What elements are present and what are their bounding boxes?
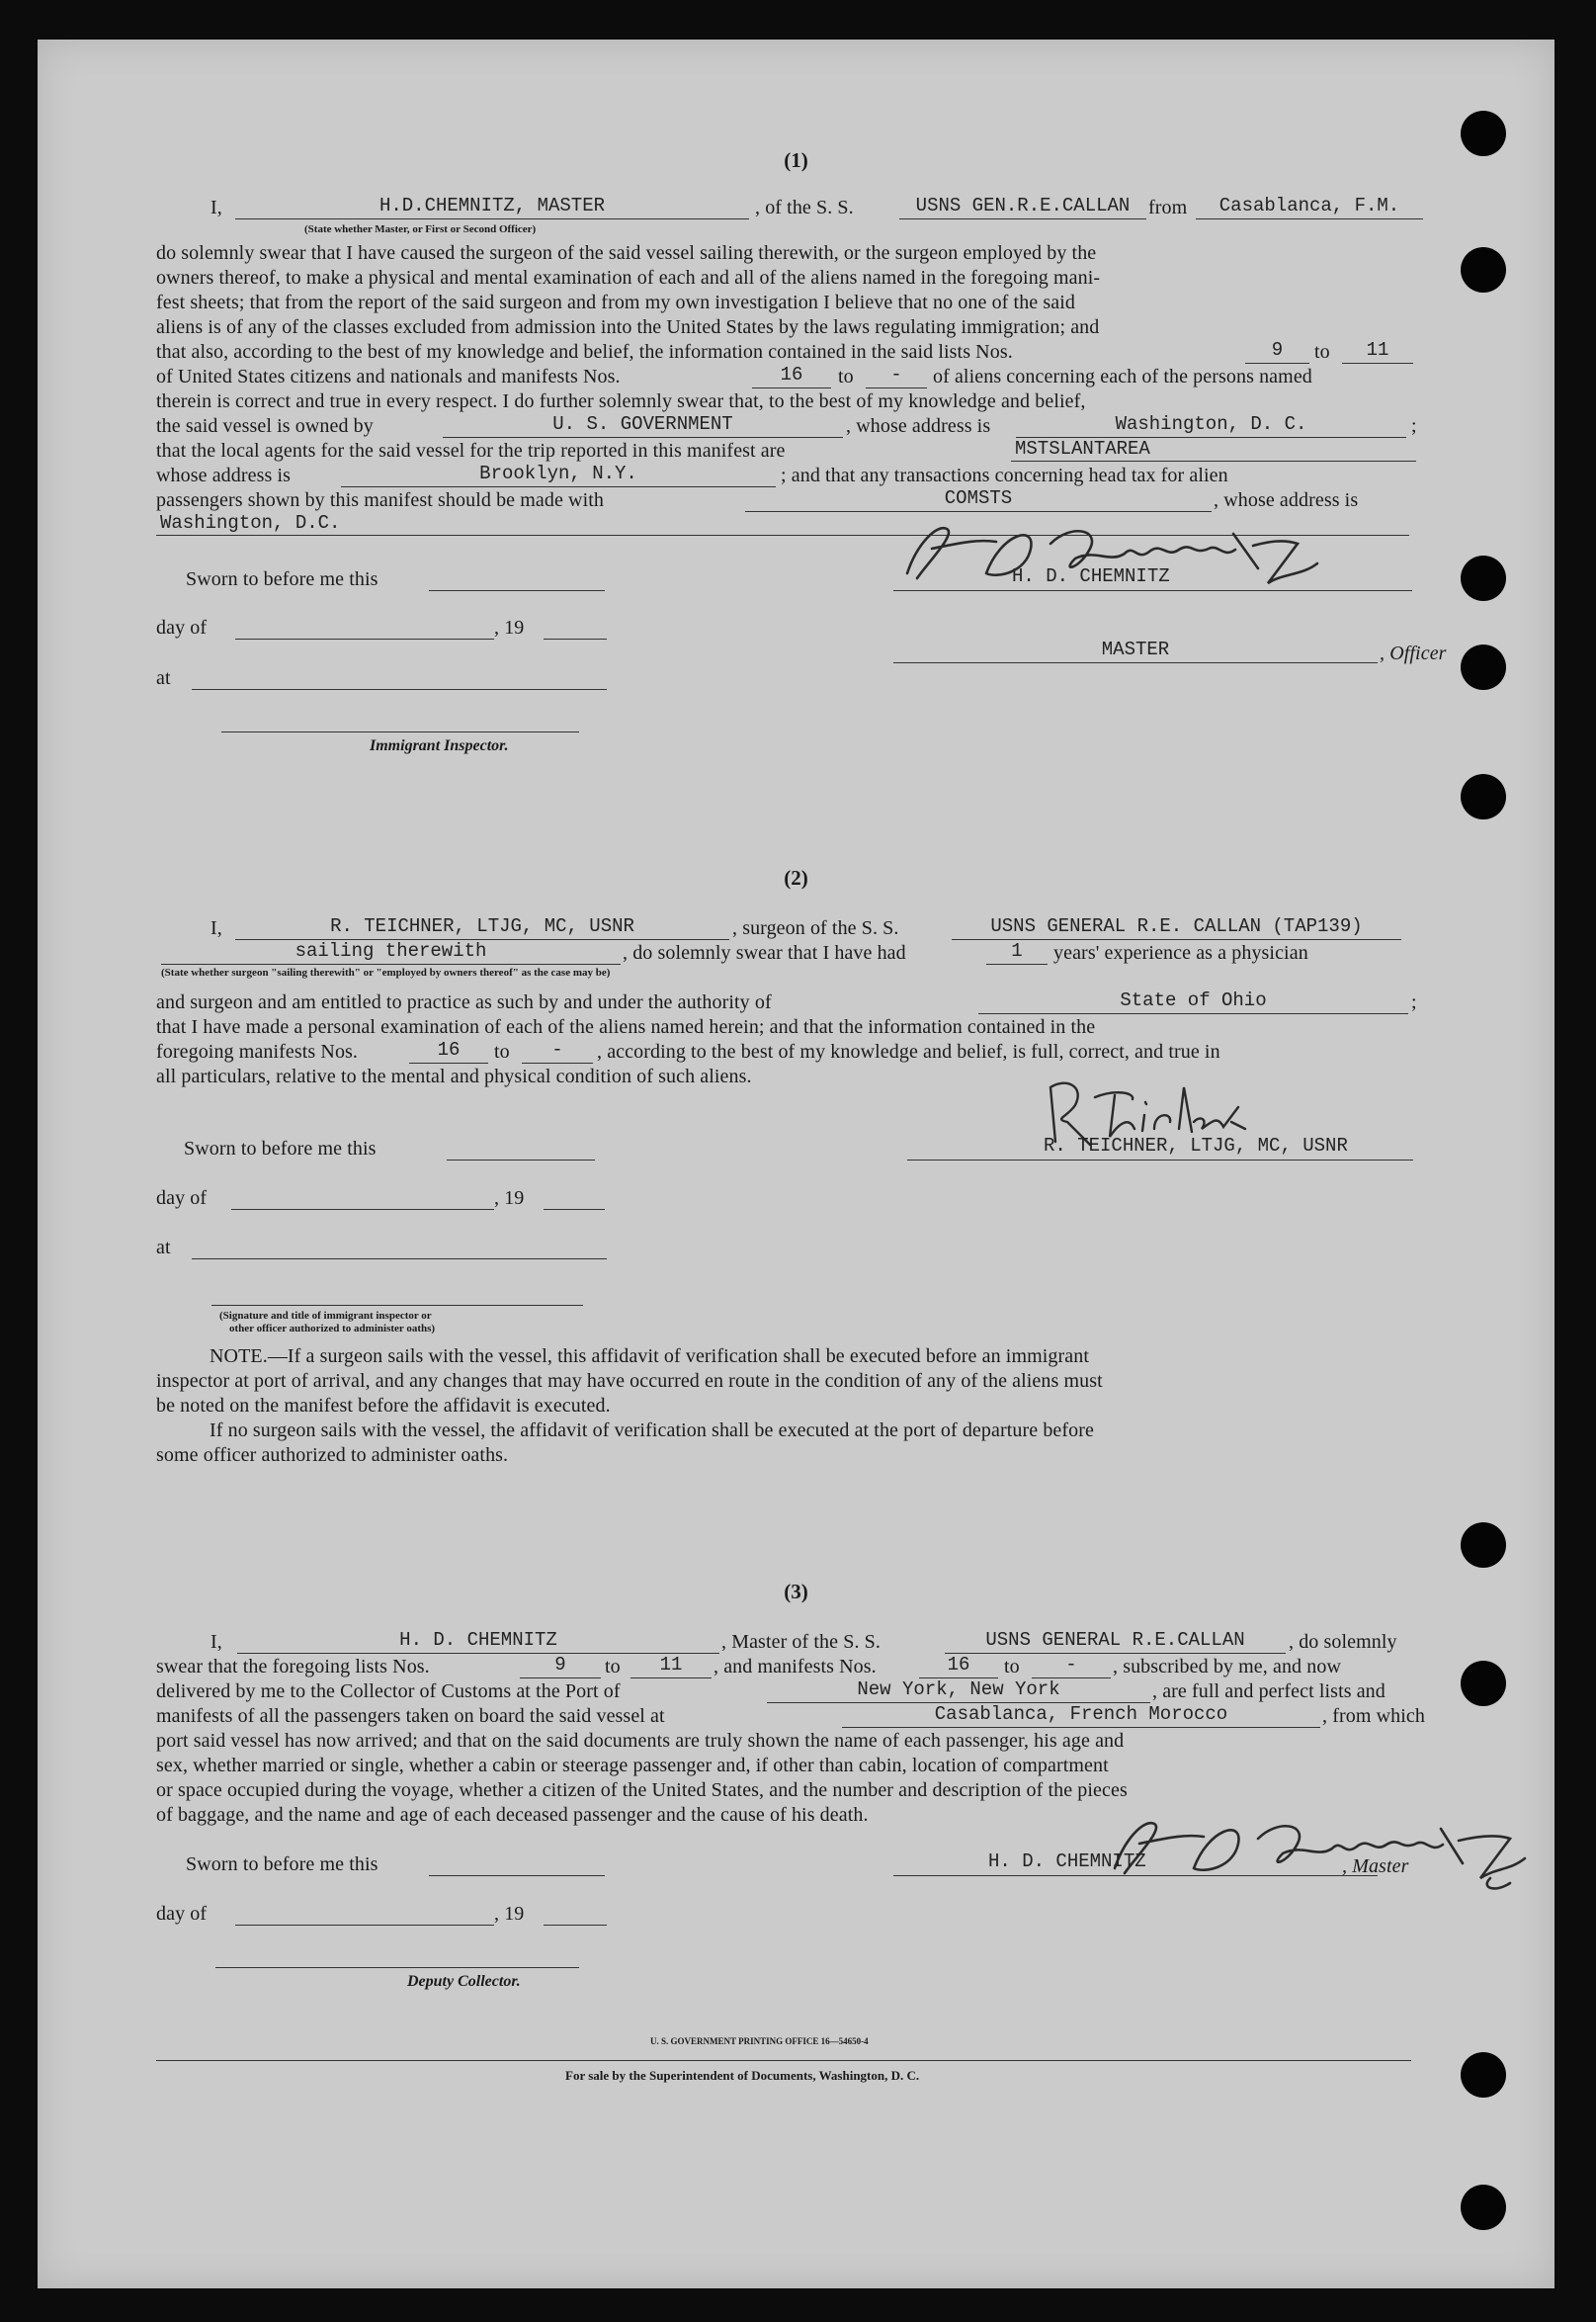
affidavit-text-line: foregoing manifests Nos. — [156, 1041, 359, 1063]
punch-hole — [1461, 247, 1506, 293]
affidavit-text-line: of baggage, and the name and age of each deceased passenger and the cause of his death. — [156, 1804, 869, 1826]
signature-note: other officer authorized to administer oaths) — [229, 1323, 436, 1334]
semicolon: ; — [1411, 415, 1417, 437]
from-label: from — [1148, 197, 1188, 218]
i-label: I, — [210, 917, 222, 939]
master-name-field: H.D.CHEMNITZ, MASTER — [235, 194, 749, 219]
affidavit-text-line: , subscribed by me, and now — [1113, 1656, 1341, 1677]
day-of-label: day of — [156, 1187, 208, 1209]
note-line: be noted on the manifest before the affidavit is executed. — [156, 1395, 611, 1417]
affidavit-text-line: port said vessel has now arrived; and that on the said documents are truly shown the name of each passenger, his age and — [156, 1730, 1125, 1752]
note-line: inspector at port of arrival, and any changes that may have occurred en route in the condition of any of the aliens must — [156, 1370, 1103, 1392]
day-line — [235, 639, 494, 640]
master-label: , Master — [1342, 1855, 1409, 1877]
to-label: to — [605, 1656, 621, 1677]
section-3-number: (3) — [784, 1580, 808, 1603]
affidavit-text-line: manifests of all the passengers taken on board the said vessel at — [156, 1705, 665, 1727]
punch-hole — [1461, 1522, 1506, 1568]
affidavit-text-line: sex, whether married or single, whether a cabin or steerage passenger and, if other than cabin, location of compartment — [156, 1755, 1109, 1776]
agents-field: MSTSLANTAREA — [1011, 437, 1416, 462]
signature-note: (Signature and title of immigrant inspector or — [219, 1310, 432, 1322]
affidavit-text-line: delivered by me to the Collector of Customs at the Port of — [156, 1680, 621, 1702]
typed-name: H. D. CHEMNITZ — [988, 1850, 1146, 1872]
punch-hole — [1461, 556, 1506, 601]
sworn-date-line — [447, 1160, 595, 1161]
punch-hole — [1461, 2185, 1506, 2230]
affidavit-text-line: passengers shown by this manifest should be made with — [156, 489, 605, 511]
to-label: to — [1314, 341, 1330, 363]
affidavit-text-line: fest sheets; that from the report of the said surgeon and from my own investigation I believe that no one of the said — [156, 292, 1075, 313]
vessel-field: USNS GENERAL R.E.CALLAN — [945, 1628, 1286, 1654]
officer-signature-line — [211, 1305, 583, 1306]
affidavit-text-line: of aliens concerning each of the persons named — [933, 366, 1312, 387]
manifests-from-field: 16 — [409, 1038, 488, 1064]
affidavit-text-line: owners thereof, to make a physical and mental examination of each and all of the aliens named in the foregoing mani- — [156, 267, 1101, 289]
inspector-signature-line — [221, 731, 579, 732]
document-sheet — [38, 40, 1554, 2288]
affidavit-text-line: , are full and perfect lists and — [1152, 1680, 1386, 1702]
day-line — [235, 1925, 494, 1926]
sailing-field: sailing therewith — [161, 939, 621, 965]
signature-line — [907, 1160, 1413, 1161]
authority-field: State of Ohio — [978, 989, 1408, 1014]
lists-from-field: 9 — [520, 1653, 601, 1678]
manifests-to-field: - — [866, 363, 927, 388]
sworn-label: Sworn to before me this — [186, 568, 378, 590]
section-2-number: (2) — [784, 866, 808, 890]
at-label: at — [156, 1237, 171, 1258]
signature-line — [893, 1875, 1378, 1876]
at-label: at — [156, 667, 171, 689]
year-line — [544, 1925, 607, 1926]
years-field: 1 — [986, 939, 1048, 965]
sale-line: For sale by the Superintendent of Documents, Washington, D. C. — [565, 2068, 920, 2083]
affidavit-text-line: swear that the foregoing lists Nos. — [156, 1656, 430, 1677]
i-label: I, — [210, 197, 222, 218]
to-label: to — [838, 366, 854, 387]
affidavit-text-line: , from which — [1322, 1705, 1425, 1727]
semicolon: ; — [1411, 991, 1417, 1013]
punch-hole — [1461, 774, 1506, 819]
master-of-label: , Master of the S. S. — [721, 1631, 881, 1653]
sworn-date-line — [429, 1875, 605, 1876]
year-label: , 19 — [494, 1187, 525, 1209]
embark-port-field: Casablanca, French Morocco — [842, 1702, 1320, 1728]
note-line: If no surgeon sails with the vessel, the affidavit of verification shall be executed at the port of departure before — [210, 1419, 1094, 1441]
at-line — [192, 1258, 607, 1259]
affidavit-text-line: that the local agents for the said vessel for the trip reported in this manifest are — [156, 440, 786, 462]
port-field: New York, New York — [767, 1677, 1150, 1703]
vessel-field: USNS GEN.R.E.CALLAN — [899, 194, 1146, 219]
affidavit-text-line: that also, according to the best of my knowledge and belief, the information contained in the said lists Nos. — [156, 341, 1013, 363]
note-line: some officer authorized to administer oaths. — [156, 1444, 509, 1466]
manifests-from-field: 16 — [919, 1653, 998, 1678]
affidavit-text-line: all particulars, relative to the mental and physical condition of such aliens. — [156, 1066, 752, 1087]
to-label: to — [494, 1041, 510, 1063]
of-ss-label: , of the S. S. — [755, 197, 854, 218]
year-line — [544, 1209, 605, 1210]
affidavit-text-line: and surgeon and am entitled to practice as such by and under the authority of — [156, 991, 772, 1013]
affidavit-text-line: , do solemnly — [1289, 1631, 1397, 1653]
collector-label: Deputy Collector. — [407, 1973, 521, 1990]
officer-title-field: MASTER — [893, 638, 1378, 663]
day-of-label: day of — [156, 1903, 208, 1925]
head-tax-address-field: Washington, D.C. — [156, 511, 1409, 536]
affidavit-text-line: whose address is — [156, 465, 292, 486]
lists-to-field: 11 — [1342, 338, 1413, 364]
master-signature — [1075, 1789, 1550, 1898]
gpo-line: U. S. GOVERNMENT PRINTING OFFICE 16—54650-4 — [650, 2036, 869, 2046]
i-label: I, — [210, 1631, 222, 1653]
lists-to-field: 11 — [630, 1653, 712, 1678]
at-line — [192, 689, 607, 690]
affidavit-text-line: or space occupied during the voyage, whether a citizen of the United States, and the number and description of the pieces — [156, 1779, 1128, 1801]
surgeon-name-field: R. TEICHNER, LTJG, MC, USNR — [235, 914, 729, 940]
state-note: (State whether Master, or First or Second Officer) — [304, 223, 537, 235]
affidavit-text-line: aliens is of any of the classes excluded from admission into the United States by the laws regulating immigration; and — [156, 316, 1100, 338]
affidavit-text-line: the said vessel is owned by — [156, 415, 374, 437]
inspector-label: Immigrant Inspector. — [370, 737, 509, 754]
head-tax-field: COMSTS — [745, 486, 1212, 512]
typed-name: H. D. CHEMNITZ — [1012, 565, 1170, 587]
affidavit-text-line: years' experience as a physician — [1053, 942, 1308, 964]
affidavit-text-line: ; and that any transactions concerning head tax for alien — [781, 465, 1228, 486]
state-note: (State whether surgeon "sailing therewith" or "employed by owners thereof" as the case may be) — [161, 967, 611, 979]
affidavit-text-line: do solemnly swear that I have caused the surgeon of the said vessel sailing therewith, or the surgeon employed by the — [156, 242, 1097, 264]
affidavit-text-line: , whose address is — [846, 415, 991, 437]
manifests-to-field: - — [1032, 1653, 1111, 1678]
agents-address-field: Brooklyn, N.Y. — [341, 462, 776, 487]
punch-hole — [1461, 1661, 1506, 1706]
typed-name: R. TEICHNER, LTJG, MC, USNR — [1044, 1135, 1348, 1157]
to-label: to — [1004, 1656, 1020, 1677]
vessel-field: USNS GENERAL R.E. CALLAN (TAP139) — [952, 914, 1401, 940]
affidavit-text-line: , whose address is — [1214, 489, 1359, 511]
affidavit-text-line: , do solemnly swear that I have had — [623, 942, 906, 964]
punch-hole — [1461, 2052, 1506, 2098]
manifests-to-field: - — [522, 1038, 593, 1064]
day-line — [231, 1209, 494, 1210]
officer-label: , Officer — [1380, 643, 1447, 664]
surgeon-of-label: , surgeon of the S. S. — [732, 917, 899, 939]
manifests-from-field: 16 — [752, 363, 831, 388]
affidavit-text-line: , according to the best of my knowledge and belief, is full, correct, and true in — [597, 1041, 1220, 1063]
master-signature — [878, 504, 1372, 598]
owner-address-field: Washington, D. C. — [1016, 412, 1406, 438]
sworn-label: Sworn to before me this — [184, 1138, 377, 1160]
section-1-number: (1) — [784, 148, 808, 172]
punch-hole — [1461, 645, 1506, 690]
affidavit-text-line: , and manifests Nos. — [714, 1656, 877, 1677]
affidavit-text-line: therein is correct and true in every respect. I do further solemnly swear that, to the best of my knowledge and belief, — [156, 390, 1086, 412]
year-label: , 19 — [494, 617, 525, 639]
sworn-date-line — [429, 590, 605, 591]
sworn-label: Sworn to before me this — [186, 1853, 378, 1875]
from-port-field: Casablanca, F.M. — [1196, 194, 1423, 219]
note-line: NOTE.—If a surgeon sails with the vessel, this affidavit of verification shall be executed before an immigrant — [210, 1345, 1090, 1367]
affidavit-text-line: that I have made a personal examination of each of the aliens named herein; and that the information contained in the — [156, 1016, 1096, 1038]
owner-field: U. S. GOVERNMENT — [443, 412, 843, 438]
day-of-label: day of — [156, 617, 208, 639]
year-label: , 19 — [494, 1903, 525, 1925]
affidavit-text-line: of United States citizens and nationals and manifests Nos. — [156, 366, 621, 387]
year-line — [544, 639, 607, 640]
footer-rule — [156, 2060, 1411, 2061]
lists-from-field: 9 — [1245, 338, 1309, 364]
collector-signature-line — [215, 1967, 579, 1968]
master-name-field: H. D. CHEMNITZ — [237, 1628, 719, 1654]
